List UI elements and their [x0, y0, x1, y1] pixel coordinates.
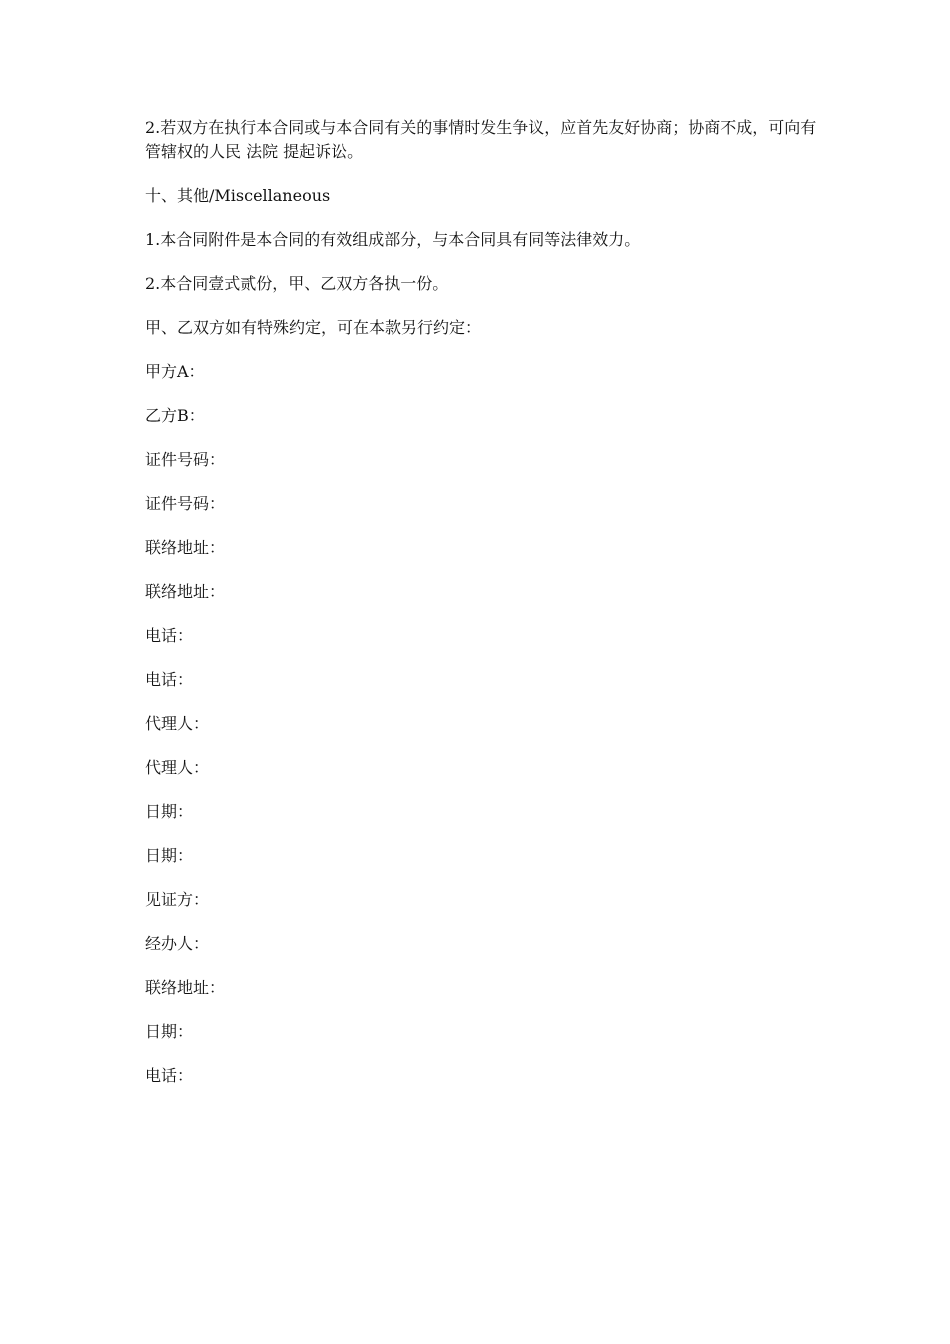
party-b-agent-label: 代理人：	[145, 758, 210, 777]
section-heading-miscellaneous: 十、其他/Miscellaneous	[145, 186, 331, 205]
party-b-date-label: 日期：	[145, 846, 194, 865]
party-a-label: 甲方A：	[145, 362, 205, 381]
party-a-date-label: 日期：	[145, 802, 194, 821]
party-a-agent-label: 代理人：	[145, 714, 210, 733]
party-a-phone-label: 电话：	[145, 626, 194, 645]
party-b-id-number-label: 证件号码：	[145, 494, 226, 513]
witness-address-label: 联络地址：	[145, 978, 226, 997]
witness-phone-label: 电话：	[145, 1066, 194, 1085]
handler-label: 经办人：	[145, 934, 210, 953]
clause-special-agreement: 甲、乙双方如有特殊约定，可在本款另行约定：	[145, 318, 482, 337]
party-a-address-label: 联络地址：	[145, 538, 226, 557]
clause-attachments: 1.本合同附件是本合同的有效组成部分，与本合同具有同等法律效力。	[145, 230, 641, 249]
clause-copies: 2.本合同壹式贰份，甲、乙双方各执一份。	[145, 274, 449, 293]
witness-label: 见证方：	[145, 890, 210, 909]
party-a-id-number-label: 证件号码：	[145, 450, 226, 469]
party-b-label: 乙方B：	[145, 406, 205, 425]
witness-date-label: 日期：	[145, 1022, 194, 1041]
clause-dispute-resolution: 2.若双方在执行本合同或与本合同有关的事情时发生争议，应首先友好协商；协商不成，可向有管辖权的人民 法院 提起诉讼。	[145, 118, 817, 161]
party-b-phone-label: 电话：	[145, 670, 194, 689]
party-b-address-label: 联络地址：	[145, 582, 226, 601]
document-body	[145, 116, 825, 1088]
